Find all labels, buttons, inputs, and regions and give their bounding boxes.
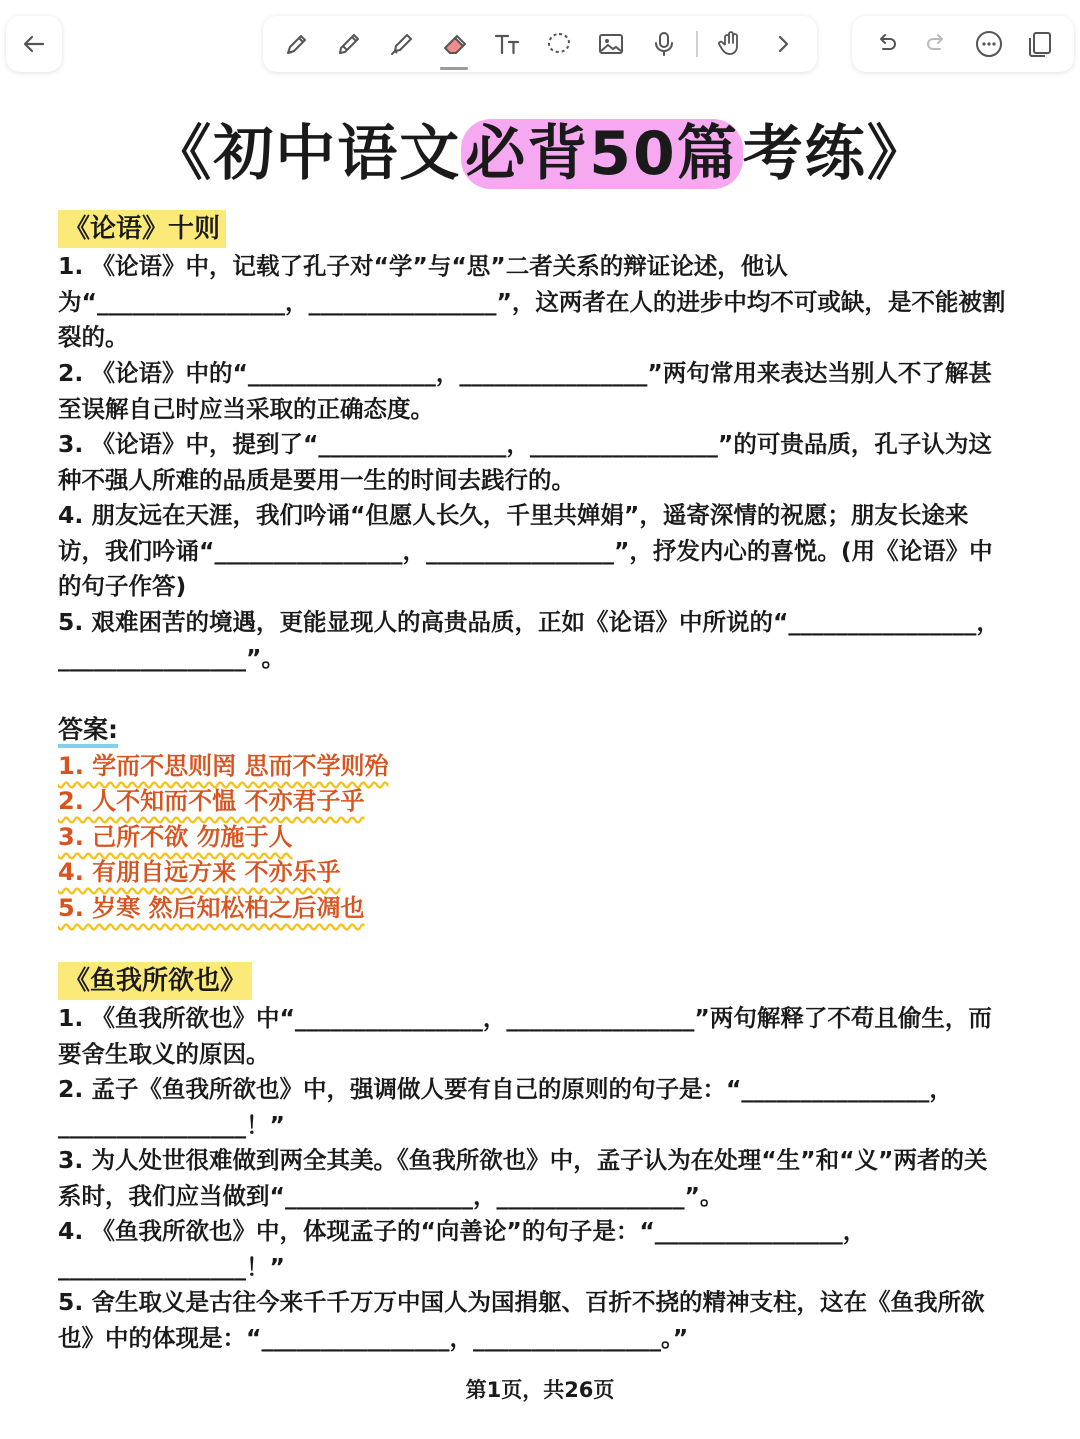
question-item: 5. 舍生取义是古往今来千千万万中国人为国捐躯、百折不挠的精神支柱，这在《鱼我所欲也》中的体现是：“________________，________________。” — [58, 1288, 985, 1352]
question-item: 1. 《鱼我所欲也》中“________________，________________”两句解释了不苟且偷生，而要舍生取义的原因。 — [58, 1004, 992, 1068]
more-icon — [974, 29, 1004, 59]
answer-item: 3. 己所不欲 勿施于人 — [58, 823, 293, 851]
undo-button[interactable] — [866, 24, 906, 64]
title-text-end: 考练》 — [742, 119, 929, 189]
page-title — [0, 106, 1080, 192]
eraser-tool-button[interactable] — [434, 24, 474, 64]
text-tool-button[interactable] — [487, 24, 527, 64]
hand-gesture-button[interactable] — [711, 24, 751, 64]
question-item: 4. 朋友远在天涯，我们吟诵“但愿人长久，千里共婵娟”，遥寄深情的祝愿；朋友长途来访，我们吟诵“________________，________________”，抒发内心的喜悦。(用《论语》中的句子作答) — [58, 501, 993, 601]
section-heading-lunyu: 《论语》十则 — [58, 210, 226, 248]
answer-item: 2. 人不知而不愠 不亦君子乎 — [58, 787, 365, 815]
toolbar-separator — [696, 31, 698, 57]
question-item: 2. 《论语》中的“________________，________________”两句常用来表达当别人不了解甚至误解自己时应当采取的正确态度。 — [58, 359, 992, 423]
question-item: 1. 《论语》中，记载了孔子对“学”与“思”二者关系的辩证论述，他认为“________________，________________”，这两者在人的进步中均不可或缺，是不能被割裂的。 — [58, 252, 1006, 352]
microphone-icon — [649, 29, 679, 59]
microphone-tool-button[interactable] — [644, 24, 684, 64]
question-item: 2. 孟子《鱼我所欲也》中，强调做人要有自己的原则的句子是：“________________，________________！” — [58, 1075, 953, 1139]
arrow-left-icon — [19, 29, 49, 59]
pages-button[interactable] — [1020, 24, 1060, 64]
back-button[interactable] — [14, 24, 54, 64]
title-highlight: 必背50篇 — [461, 119, 743, 189]
answer-item: 5. 岁寒 然后知松柏之后凋也 — [58, 894, 365, 922]
pencil-tool-button[interactable] — [329, 24, 369, 64]
highlighter-tool-button[interactable] — [382, 24, 422, 64]
back-button-group — [6, 16, 62, 72]
tool-palette — [263, 16, 817, 72]
pages-icon — [1025, 29, 1055, 59]
pen-icon — [282, 29, 312, 59]
title-text-start: 《初中语文 — [151, 119, 462, 189]
question-item: 3. 为人处世很难做到两全其美。《鱼我所欲也》中，孟子认为在处理“生”和“义”两者的关系时，我们应当做到“________________，________________”。 — [58, 1146, 988, 1210]
question-item: 4. 《鱼我所欲也》中，体现孟子的“向善论”的句子是：“________________，________________！” — [58, 1217, 867, 1281]
undo-icon — [871, 29, 901, 59]
pencil-icon — [334, 29, 364, 59]
text-tool-icon — [492, 29, 522, 59]
history-menu-group — [852, 16, 1074, 72]
answer-item: 1. 学而不思则罔 思而不学则殆 — [58, 752, 389, 780]
answer-item: 4. 有朋自远方来 不亦乐乎 — [58, 858, 341, 886]
highlighter-icon — [387, 29, 417, 59]
redo-button[interactable] — [917, 24, 957, 64]
more-options-button[interactable] — [969, 24, 1009, 64]
redo-icon — [922, 29, 952, 59]
page-number: 第1页，共26页 — [465, 1378, 615, 1402]
question-item: 3. 《论语》中，提到了“________________，________________”的可贵品质，孔子认为这种不强人所难的品质是要用一生的时间去践行的。 — [58, 430, 992, 494]
question-item: 5. 艰难困苦的境遇，更能显现人的高贵品质，正如《论语》中所说的“________________，________________”。 — [58, 608, 1000, 672]
answer-label — [58, 712, 118, 748]
answer-label-text: 答案: — [58, 715, 118, 748]
eraser-icon — [439, 29, 469, 59]
editor-toolbar — [0, 0, 1080, 92]
section-heading-yuwosuoyuye: 《鱼我所欲也》 — [58, 962, 252, 1000]
lasso-tool-button[interactable] — [539, 24, 579, 64]
more-tools-button[interactable] — [763, 24, 803, 64]
lasso-icon — [544, 29, 574, 59]
pen-tool-button[interactable] — [277, 24, 317, 64]
hand-gesture-icon — [716, 29, 746, 59]
image-icon — [596, 29, 626, 59]
image-tool-button[interactable] — [591, 24, 631, 64]
chevron-right-icon — [768, 29, 798, 59]
